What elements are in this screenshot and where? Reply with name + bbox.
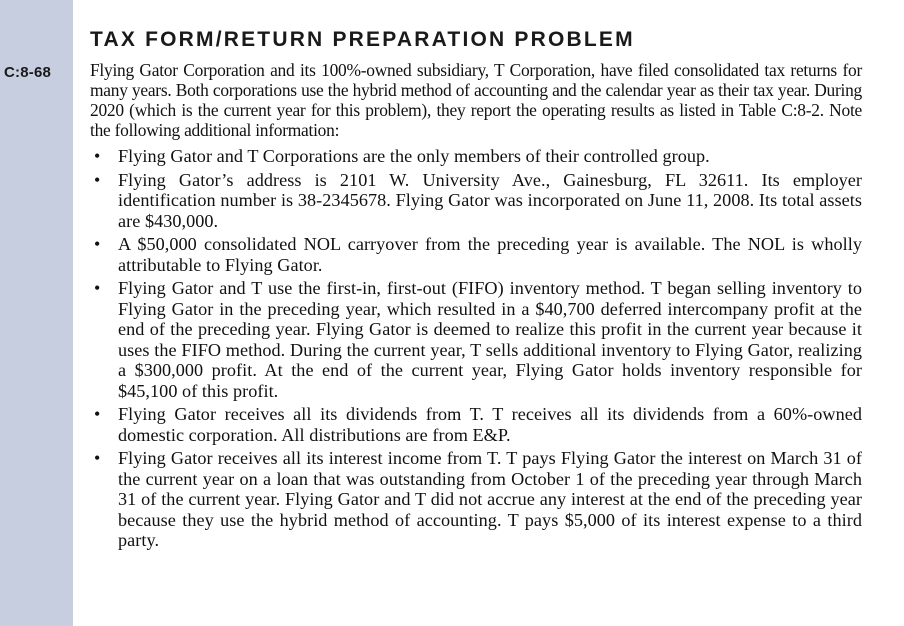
bullet-icon: •: [94, 404, 101, 424]
problem-number: C:8-68: [4, 64, 52, 81]
bullet-icon: •: [94, 448, 101, 468]
intro-paragraph: Flying Gator Corporation and its 100%-owned subsidiary, T Corporation, have filed consolidated tax returns for many years. Both corporations use the hybrid method of accounting and the calendar year as their tax year. During 2020 (which is the current year for this problem), they report the operating results as listed in Table C:8-2. Note the following additional information:: [90, 60, 862, 140]
bullet-icon: •: [94, 278, 101, 298]
list-item: [90, 170, 862, 232]
problem-content: [90, 60, 862, 554]
margin-band: [0, 0, 73, 626]
list-item-text: A $50,000 consolidated NOL carryover from the preceding year is available. The NOL is wholly attributable to Flying Gator.: [118, 234, 862, 275]
bullet-icon: •: [94, 146, 101, 166]
list-item-text: Flying Gator and T use the first-in, first-out (FIFO) inventory method. T began selling inventory to Flying Gator in the preceding year, which resulted in a $40,700 deferred intercompany profit at the end of the preceding year. Flying Gator is deemed to realize this profit in the current year because it uses the FIFO method. During the current year, T sells additional inventory to Flying Gator, realizing a $300,000 profit. At the end of the current year, Flying Gator holds inventory responsible for $45,100 of this profit.: [118, 278, 862, 401]
list-item: [90, 448, 862, 551]
section-heading: TAX FORM/RETURN PREPARATION PROBLEM: [90, 28, 635, 51]
information-list: [90, 146, 862, 551]
list-item-text: Flying Gator receives all its interest income from T. T pays Flying Gator the interest on March 31 of the current year on a loan that was outstanding from October 1 of the preceding year through March 31 of the current year. Flying Gator and T did not accrue any interest at the end of the preceding year because they use the hybrid method of accounting. T pays $5,000 of its interest expense to a third party.: [118, 448, 862, 550]
bullet-icon: •: [94, 169, 101, 190]
list-item-text: Flying Gator receives all its dividends from T. T receives all its dividends from a 60%-owned domestic corporation. All distributions are from E&P.: [118, 404, 862, 445]
list-item-text: Flying Gator and T Corporations are the only members of their controlled group.: [118, 146, 710, 166]
list-item: [90, 278, 862, 401]
list-item: [90, 404, 862, 445]
list-item: [90, 234, 862, 275]
list-item: [90, 146, 862, 167]
list-item-text: Flying Gator’s address is 2101 W. University Ave., Gainesburg, FL 32611. Its employer identification number is 38-2345678. Flying Gator was incorporated on June 11, 2008. Its total assets are $430,000.: [118, 169, 862, 231]
bullet-icon: •: [94, 234, 101, 254]
